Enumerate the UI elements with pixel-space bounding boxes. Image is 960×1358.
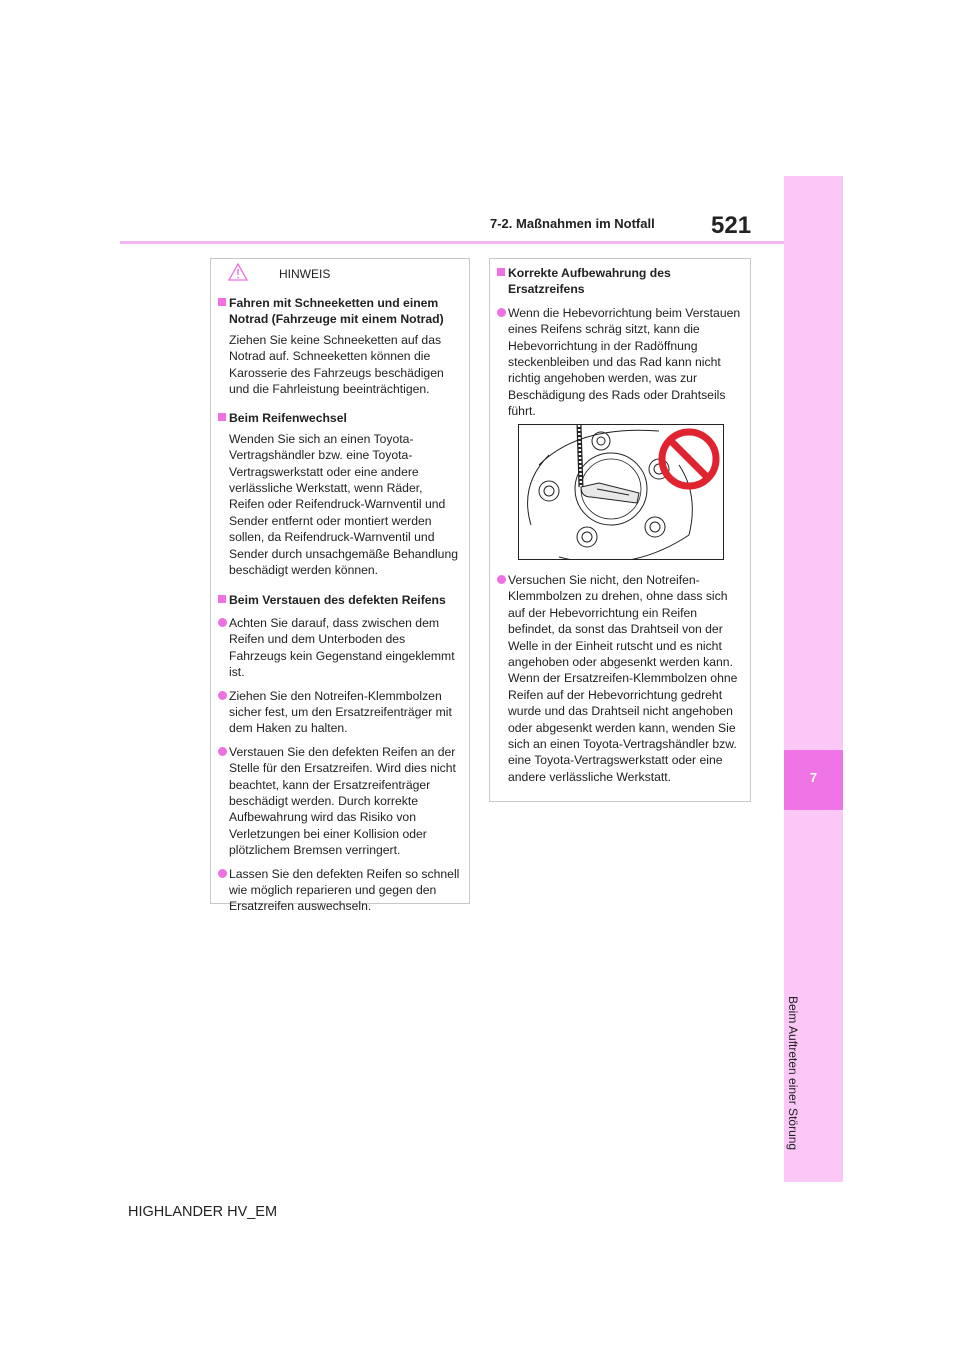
section-text: Ziehen Sie keine Schneeketten auf das Notrad auf. Schneeketten können die Karosserie des Fahrzeugs beschädigen und die Fahrleistung beeinträchtigen. [229,332,444,397]
bullet-item: Verstauen Sie den defekten Reifen an der Stelle für den Ersatzreifen. Wird dies nicht beachtet, kann der Ersatzreifenträger beschädigt werden. Durch korrekte Aufbewahrung wird das Risiko von Verletzungen bei einer Kollision oder plötzlichem Bremsen verringert. [218,744,461,859]
wheel-hoist-prohibited-illustration [518,424,724,560]
bullet-item: Wenn die Hebevorrichtung beim Verstauen eines Reifens schräg sitzt, kann die Hebevorrichtung in der Radöffnung steckenbleiben und das Rad kann nicht richtig angehoben werden, was zur Beschädigung des Rads oder Drahtseils führt. [497,305,742,420]
footer-model: HIGHLANDER HV_EM [128,1204,278,1220]
bullet-item: Versuchen Sie nicht, den Notreifen-Klemmbolzen zu drehen, ohne dass sich auf der Hebevorrichtung ein Reifen befindet, da sonst das Drahtseil von der Welle in der Einheit rutscht und es nicht angehoben oder abgesenkt werden kann. Wenn der Ersatzreifen-Klemmbolzen ohne Reifen auf der Hebevorrichtung gedreht wurde und das Drahtseil nicht angehoben oder abgesenkt werden kann, wenden Sie sich an einen Toyota-Vertragshändler bzw. eine Toyota-Vertragswerkstatt oder eine andere verlässliche Werkstatt. [497,572,742,785]
section-heading: Korrekte Aufbewahrung des Ersatzreifens [497,265,742,298]
notice-label: HINWEIS [279,267,331,281]
notice-header [211,259,469,287]
section-heading: Beim Reifenwechsel [218,410,461,426]
wheel-illustration [519,425,723,559]
chapter-number: 7 [809,770,818,785]
chapter-number-tab [784,750,843,810]
header-divider [120,241,784,244]
notice-content-right-bottom [497,565,742,785]
section-title: 7-2. Maßnahmen im Notfall [490,216,655,231]
section-heading: Fahren mit Schneeketten und einem Notrad (Fahrzeuge mit einem Notrad) [218,295,461,328]
bullet-item: Achten Sie darauf, dass zwischen dem Reifen und dem Unterboden des Fahrzeugs kein Gegenstand eingeklemmt ist. [218,615,461,681]
section-heading: Beim Verstauen des defekten Reifens [218,592,461,608]
page-number: 521 [711,212,752,239]
notice-content-right-top [497,259,742,420]
chapter-title: Beim Auftreten einer Störung [786,996,800,1151]
notice-box-left [210,258,470,914]
bullet-item: Lassen Sie den defekten Reifen so schnell wie möglich reparieren und gegen den Ersatzreifen auswechseln. [218,866,461,915]
section-text: Wenden Sie sich an einen Toyota-Vertragshändler bzw. eine Toyota-Vertragswerkstatt oder eine andere verlässliche Werkstatt, wenn Räder, Reifen oder Reifendruck-Warnventil und Sender entfernt oder montiert werden sollen, da Reifendruck-Warnventil und Sender durch unsachgemäße Behandlung beschädigt werden können. [229,431,459,578]
notice-content-left [218,289,461,915]
warning-triangle-icon [228,263,248,281]
notice-box-right [489,258,751,802]
bullet-item: Ziehen Sie den Notreifen-Klemmbolzen sicher fest, um den Ersatzreifenträger mit dem Haken zu halten. [218,688,461,737]
